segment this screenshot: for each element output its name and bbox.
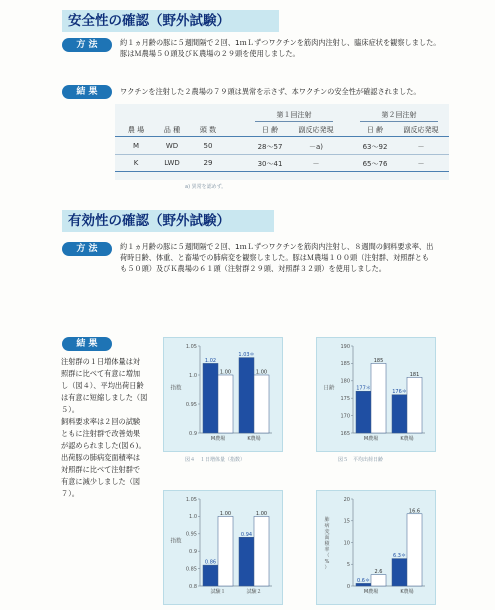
table-header: 品 種	[163, 126, 181, 134]
y-tick-label: 1.0	[189, 372, 197, 379]
table-group-1: 第１回注射	[276, 111, 312, 119]
safety-result-text: ワクチンを注射した２農場の７９頭は異常を示さず、本ワクチンの安全性が確認されました。	[120, 87, 421, 96]
table-cell: 30〜41	[257, 160, 283, 168]
table-cell: －a)	[308, 143, 324, 151]
result-line: ともに注射群で改善効果	[61, 429, 141, 438]
safety-method-text	[120, 37, 485, 59]
result-line: 対照群に比べて注射群で	[61, 465, 141, 474]
chart-fig6-panel	[163, 490, 283, 605]
y-tick-label: 5	[346, 562, 350, 569]
result-line: し（図４）、平均出荷日齢	[61, 381, 144, 390]
table-cell: －	[312, 160, 320, 168]
table-cell: K	[133, 159, 139, 167]
efficacy-method-line: も５０頭）及びＫ農場の６１頭（注射群２９頭、対照群３２頭）を使用しました。	[120, 264, 386, 273]
chart-fig4-caption: 図４ １日増体量（指数）	[185, 457, 246, 463]
table-cell: M	[132, 142, 140, 150]
y-tick-label: 180	[340, 378, 350, 385]
efficacy-section-title: 有効性の確認（野外試験）	[62, 210, 274, 232]
data-label: 177＊	[356, 385, 371, 392]
x-tick-label: 試験２	[246, 589, 262, 595]
data-label: 1.00	[255, 369, 268, 376]
chart-fig4	[164, 338, 282, 451]
y-tick-label: 0.9	[189, 430, 197, 437]
group-rule	[360, 121, 438, 122]
safety-table	[115, 104, 449, 180]
table-cell: LWD	[164, 159, 180, 167]
y-tick-label: 175	[340, 396, 350, 402]
table-cell: 28〜57	[257, 143, 283, 151]
table-rule	[115, 171, 449, 172]
y-tick-label: 0.95	[185, 401, 197, 408]
group-rule	[255, 121, 333, 122]
y-axis-label-char: 積	[324, 541, 330, 547]
efficacy-result-label: 結 果	[62, 337, 112, 351]
table-rule	[115, 136, 449, 137]
result-line: 注射群の１日増体量は対	[61, 357, 141, 366]
table-cell: WD	[165, 142, 179, 150]
result-line: 飼料要求率は２回の試験	[61, 417, 141, 426]
data-label: 0.86	[204, 559, 217, 566]
bar-vaccinated	[392, 559, 407, 586]
y-tick-label: 165	[340, 430, 350, 437]
y-axis-label-char: 率	[324, 547, 330, 553]
chart-fig6	[164, 491, 282, 604]
table-footnote: a) 異常を認めず。	[185, 184, 227, 190]
data-label: 181	[409, 371, 420, 378]
table-cell: 65〜76	[362, 160, 388, 168]
x-tick-label: M農場	[210, 436, 226, 442]
y-tick-label: 0	[346, 583, 350, 590]
y-axis-label: 指数	[170, 385, 182, 392]
chart-fig5-panel	[316, 337, 436, 452]
y-axis-label-char: 面	[324, 535, 330, 541]
x-tick-label: M農場	[363, 589, 379, 595]
y-axis-label	[324, 516, 330, 571]
bar-control	[254, 516, 269, 586]
data-label: 176＊	[392, 389, 407, 396]
table-cell: －	[417, 143, 425, 151]
y-axis-label-char: 変	[324, 529, 330, 535]
table-cell: 29	[203, 159, 213, 167]
bar-control	[218, 375, 233, 433]
bar-vaccinated	[356, 391, 371, 433]
bar-control	[371, 363, 386, 433]
table-header: 日 齢	[261, 126, 279, 134]
result-line: 有意に減少しました（図	[61, 477, 141, 486]
data-label: 16.6	[408, 508, 421, 515]
y-axis-label-char: %	[324, 559, 330, 565]
y-tick-label: 0.8	[189, 583, 197, 590]
data-label: 6.3＊	[393, 553, 406, 560]
data-label: 0.6＊	[357, 577, 370, 584]
table-header: 副反応発現	[298, 126, 334, 134]
efficacy-result-text	[61, 356, 161, 500]
safety-method-line: 約１ヵ月齢の豚に５週間隔で２回、1ｍＬずつワクチンを筋肉内注射し、臨床症状を観察しました。	[120, 38, 441, 47]
result-line: ５）。	[61, 405, 79, 414]
result-line: が認められました(図６)。	[61, 441, 146, 450]
y-tick-label: 185	[340, 361, 350, 368]
y-axis-label: 指数	[170, 538, 182, 545]
bar-vaccinated	[239, 358, 254, 433]
result-line: ７）。	[61, 489, 79, 498]
y-tick-label: 1.05	[185, 496, 197, 503]
chart-fig5	[317, 338, 435, 451]
data-label: 2.6	[374, 569, 383, 576]
safety-method-line: 豚はＭ農場５０頭及びＫ農場の２９頭を使用しました。	[120, 49, 300, 58]
table-cell: 50	[203, 142, 213, 150]
y-tick-label: 10	[343, 540, 350, 547]
bar-control	[407, 514, 422, 586]
result-line: 照群に比べて有意に増加	[61, 369, 141, 378]
y-tick-label: 0.85	[185, 566, 197, 573]
x-tick-label: K農場	[400, 589, 414, 595]
table-header: 農 場	[127, 126, 145, 134]
x-tick-label: K農場	[400, 436, 414, 442]
efficacy-method-text	[120, 241, 490, 274]
safety-section-title: 安全性の確認（野外試験）	[62, 10, 279, 32]
data-label: 1.02	[204, 357, 217, 364]
data-label: 185	[373, 357, 384, 364]
data-label: 0.94	[240, 531, 253, 538]
data-label: 1.00	[219, 510, 232, 517]
bar-control	[218, 516, 233, 586]
data-label: 1.00	[255, 510, 268, 517]
bar-vaccinated	[203, 363, 218, 433]
y-tick-label: 0.95	[185, 531, 197, 538]
y-axis-label: 日齢	[323, 385, 335, 392]
chart-fig7	[317, 491, 435, 604]
bar-vaccinated	[392, 395, 407, 433]
safety-method-label: 方 法	[62, 38, 112, 52]
bar-control	[371, 575, 386, 586]
table-header: 日 齢	[366, 126, 384, 134]
x-tick-label: 試験１	[210, 589, 226, 595]
result-line: 出荷豚の肺病変面積率は	[61, 453, 141, 462]
table-rule	[115, 154, 449, 155]
bar-vaccinated	[239, 537, 254, 586]
efficacy-method-label: 方 法	[62, 242, 112, 256]
table-header: 副反応発現	[403, 126, 439, 134]
y-tick-label: 20	[343, 496, 350, 503]
x-tick-label: M農場	[363, 436, 379, 442]
bar-control	[407, 377, 422, 433]
y-axis-label-char: （	[324, 553, 330, 559]
table-cell: －	[417, 160, 425, 168]
y-tick-label: 0.9	[189, 549, 197, 555]
safety-result-label: 結 果	[62, 85, 112, 99]
y-tick-label: 15	[343, 518, 350, 525]
table-group-2: 第２回注射	[381, 111, 417, 119]
result-line: は有意に短縮しました（図	[61, 393, 148, 402]
y-tick-label: 1.05	[185, 343, 197, 350]
table-cell: 63〜92	[362, 143, 388, 151]
data-label: 1.00	[219, 369, 232, 376]
y-axis-label-char: 病	[324, 523, 330, 529]
table-header: 頭 数	[199, 126, 217, 134]
y-axis-label-char: ）	[324, 565, 330, 571]
y-tick-label: 1.0	[189, 514, 197, 521]
efficacy-method-line: 荷時日齢、体重、と畜場での肺病変を観察しました。豚はＭ農場１００頭（注射群、対照群とも	[120, 253, 430, 262]
y-axis-label-char: 肺	[324, 517, 330, 523]
chart-fig4-panel	[163, 337, 283, 452]
efficacy-method-line: 約１ヵ月齢の豚に５週間隔で２回、1ｍＬずつワクチンを筋肉内注射し、８週間の飼料要求率、出	[120, 242, 434, 251]
bar-control	[254, 375, 269, 433]
y-tick-label: 190	[340, 343, 350, 350]
data-label: 1.03＊	[238, 352, 255, 359]
chart-fig5-caption: 図５ 平均出荷日齢	[338, 457, 384, 463]
x-tick-label: K農場	[247, 436, 261, 442]
bar-vaccinated	[203, 565, 218, 586]
chart-fig7-panel	[316, 490, 436, 605]
y-tick-label: 170	[340, 413, 350, 420]
